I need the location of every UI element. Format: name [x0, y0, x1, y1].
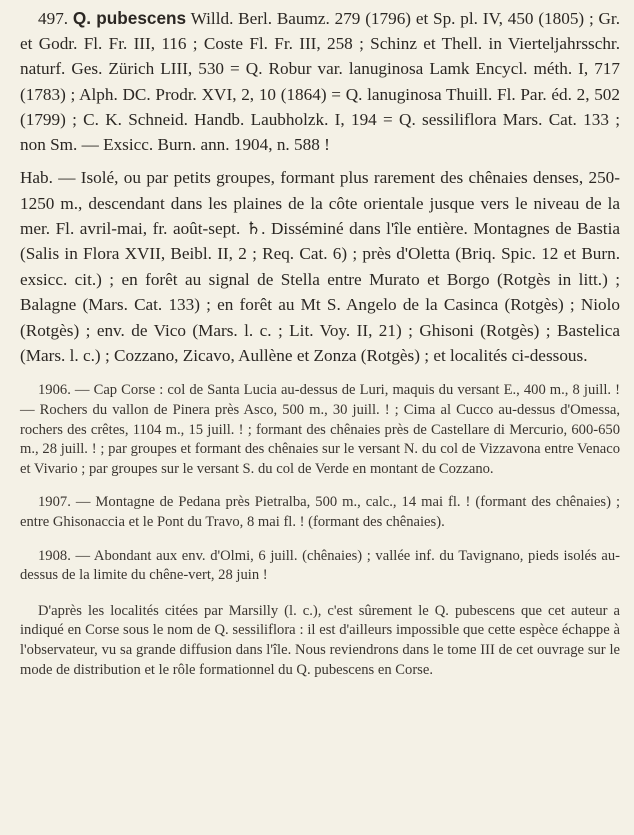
observation-1907	[20, 493, 620, 532]
habitat-paragraph: Hab. — Isolé, ou par petits groupes, formant plus rarement des chênaies denses, 250-1250 m., descendant dans les plaines de la côte orientale jusque vers le niveau de la mer. Fl. avril-mai, fr. août-sept. ♄. Disséminé dans l'île entière. Montagnes de Bastia (Salis in Flora XVII, Beibl. II, 2 ; Req. Cat. 6) ; près d'Oletta (Briq. Spic. 12 et Burn. exsicc. cit.) ; en forêt au signal de Stella entre Murato et Borgo (Rotgès in litt.) ; Balagne (Mars. Cat. 133) ; en forêt au Mt S. Angelo de la Casinca (Rotgès) ; Niolo (Rotgès) ; env. de Vico (Mars. l. c. ; Lit. Voy. II, 21) ; Ghisoni (Rotgès) ; Bastelica (Mars. l. c.) ; Cozzano, Zicavo, Aullène et Zonza (Rotgès) ; et localités ci-dessous.	[20, 168, 620, 366]
observation-1906	[20, 381, 620, 479]
synonymy-text: Willd. Berl. Baumz. 279 (1796) et Sp. pl. IV, 450 (1805) ; Gr. et Godr. Fl. Fr. III, 116 ; Coste Fl. Fr. III, 258 ; Schinz et Thell. in Vierteljahrsschr. naturf. Ges. Zürich LIII, 530 = Q. Robur var. lanuginosa Lamk Encycl. méth. I, 717 (1783) ; Alph. DC. Prodr. XVI, 2, 10 (1864) = Q. lanuginosa Thuill. Fl. Par. éd. 2, 502 (1799) ; C. K. Schneid. Handb. Laubholzk. I, 194 = Q. sessiliflora Mars. Cat. 133 ; non Sm. — Exsicc. Burn. ann. 1904, n. 588 !	[20, 9, 621, 155]
observation-text: — Cap Corse : col de Santa Lucia au-dessus de Luri, maquis du versant E., 400 m., 8 juill. ! — Rochers du vallon de Pinera près Asco, 500 m., 30 juill. ! ; Cima al Cucco au-dessus d'Omessa, rochers des crêtes, 1104 m., 15 juill. ! ; formant des chênaies près de Castellare di Mercurio, 600-650 m., 28 juill. ! ; par groupes et formant des chênaies sur le versant N. du col de Vizzavona entre Venaco et Vivario ; par groupes sur le versant S. du col de Verde en montant de Cozzano.	[20, 382, 620, 477]
observation-1908	[20, 547, 620, 586]
remark-paragraph: D'après les localités citées par Marsilly (l. c.), c'est sûrement le Q. pubescens que cet auteur a indiqué en Corse sous le nom de Q. sessiliflora : il est d'ailleurs impossible que cette espèce échappe à l'observateur, vu sa grande diffusion dans l'île. Nous reviendrons dans le tome III de cet ouvrage sur le mode de distribution et le rôle formationnel du Q. pubescens en Corse.	[20, 602, 620, 678]
entry-number: 497.	[38, 9, 69, 28]
observation-text: — Abondant aux env. d'Olmi, 6 juill. (chênaies) ; vallée inf. du Tavignano, pieds isolés au-dessus de la limite du chêne-vert, 28 juin !	[20, 547, 620, 584]
species-entry	[20, 6, 620, 157]
observation-year: 1907.	[38, 494, 71, 511]
species-name: Q. pubescens	[72, 8, 187, 28]
observation-year: 1908.	[38, 547, 71, 564]
observation-year: 1906.	[38, 382, 71, 399]
observation-text: — Montagne de Pedana près Pietralba, 500 m., calc., 14 mai fl. ! (formant des chênaies) ; entre Ghisonaccia et le Pont du Travo, 8 mai fl. ! (formant des chênaies).	[20, 494, 621, 531]
